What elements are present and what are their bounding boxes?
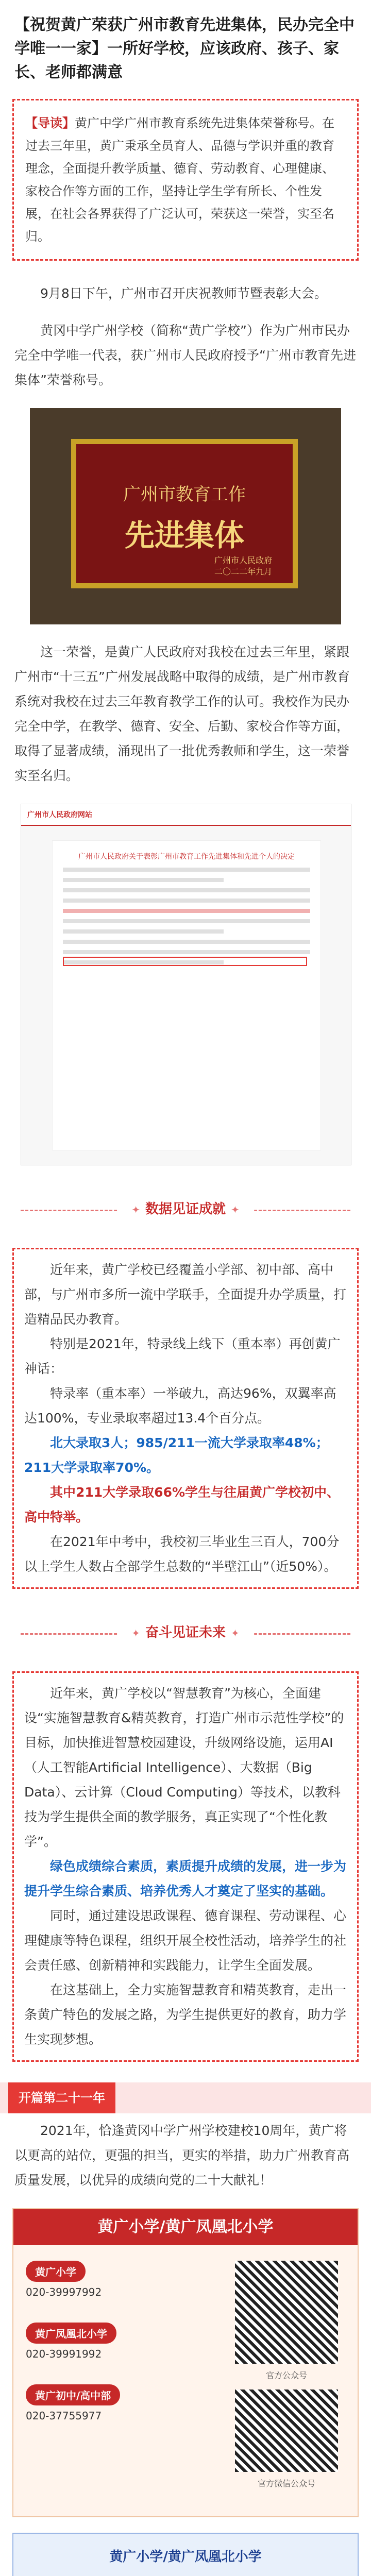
doc-site-bar: 广州市人民政府网站 [21,804,351,826]
contact-label: 黄广初中/高中部 [26,2384,120,2405]
closing-paragraph: 2021年，恰逢黄冈中学广州学校建校10周年，黄广将以更高的站位，更强的担当，更实的举措，助力广州教育高质量发展，以优异的成绩向党的二十大献礼！ [14,2123,350,2188]
doc-highlight-box [63,957,307,966]
banner [0,2082,371,2113]
contact-label: 黄广小学 [26,2261,86,2282]
paragraph-2: 黄冈中学广州学校（简称“黄广学校”）作为广州市民办完全中学唯一代表，获广州市人民政府授予“广州市教育先进集体”荣誉称号。 [14,323,356,387]
document-screenshot [21,804,351,1165]
data-paragraph: 北大录取3人；985/211一流大学录取率48%；211大学录取率70%。 [24,1435,329,1475]
contact-label: 黄广凤凰北小学 [26,2323,116,2344]
doc-line [63,899,310,903]
section-header-future [0,1604,371,1666]
video-channel-card [12,2533,359,2576]
data-paragraph: 近年来，黄广学校已经覆盖小学部、初中部、高中部，与广州市多所一流中学联手，全面提升办学质量，打造精品民办教育。 [24,1262,347,1327]
qr-label: 官方微信公众号 [257,2479,315,2488]
lead-text: 黄广中学广州市教育系统先进集体荣誉称号。在过去三年里，黄广秉承全员育人、品德与学识并重的教育理念，全面提升教学质量、德育、劳动教育、心理健康、家校合作等方面的工作，坚持让学生学有所长、个性发展，在社会各界获得了广泛认可，荣获这一荣誉，实至名归。 [25,116,334,244]
data-section-box [12,1248,359,1589]
plaque-line-4: 二〇二二年九月 [214,567,272,577]
qr-code-icon[interactable] [235,2261,338,2364]
future-section-box [12,1671,359,2062]
doc-line [63,919,310,923]
card-title: 黄广小学/黄广凤凰北小学 [13,2209,358,2245]
doc-line [63,868,310,872]
future-paragraph: 绿色成绩综合素质，素质提升成绩的发展，进一步为提升学生综合素质、培养优秀人才奠定了坚实的基础。 [24,1859,347,1899]
contact-row [26,2261,102,2298]
data-paragraph: 特录率（重本率）一举破九，高达96%，双翼率高达100%，专业录取率超过13.4个百分点。 [24,1386,336,1426]
section-title: ✦ 奋斗见证未来 ✦ [117,1620,254,1646]
data-paragraph: 在2021年中考中，我校初三毕业生三百人，700分以上学生人数占全部学生总数的“半壁江山”（近50%）。 [24,1534,340,1574]
lead-tag: 【导读】 [25,116,75,130]
qr-label: 官方公众号 [265,2370,307,2380]
doc-line [63,888,310,892]
doc-line [63,929,224,934]
paragraph-1: 9月8日下午，广州市召开庆祝教师节暨表彰大会。 [40,286,327,301]
doc-heading: 广州市人民政府关于表彰广州市教育工作先进集体和先进个人的决定 [78,853,295,861]
qr-code-icon[interactable] [235,2389,338,2472]
school-contact-card [12,2208,359,2517]
paragraph-3: 这一荣誉，是黄广人民政府对我校在过去三年里，紧跟广州市“十三五”广州发展战略中取得的成绩，是广州市教育系统对我校在过去三年教育教学工作的认可。我校作为民办完全中学，在教学、德育、安全、后勤、家校合作等方面，取得了显著成绩，涌现出了一批优秀教师和学生，这一荣誉实至名归。 [14,645,350,783]
data-paragraph: 其中211大学录取66%学生与往届黄广学校初中、高中特举。 [24,1485,340,1524]
plaque-issuer [214,555,272,578]
future-paragraph: 同时，通过建设思政课程、德育课程、劳动课程、心理健康等特色课程，组织开展全校性活动，培养学生的社会责任感、创新精神和实践能力，让学生全面发展。 [24,1908,347,1973]
article-title: 【祝贺黄广荣获广州市教育先进集体，民办完全中学唯一一家】一所好学校，应该政府、孩子、家长、老师都满意 [14,16,355,81]
lead-box [12,99,359,261]
plaque-line-3: 广州市人民政府 [214,555,272,565]
doc-body [52,840,321,1150]
contact-phone[interactable]: 020-37755977 [26,2410,102,2422]
video-school-name: 黄广小学/黄广凤凰北小学 [109,2549,262,2565]
plaque-line-2: 先进集体 [124,518,244,553]
plaque-photo [30,408,341,624]
doc-line [63,940,310,944]
future-paragraph: 在这基础上，全力实施智慧教育和精英教育，走出一条黄广特色的发展之路，为学生提供更好的教育，助力学生实现梦想。 [24,1982,347,2047]
data-paragraph: 特别是2021年，特录线上线下（重本率）再创黄广神话： [24,1336,341,1376]
banner-title: 开篇第二十一年 [8,2082,115,2113]
contact-phone[interactable]: 020-39997992 [26,2286,102,2298]
doc-line [63,878,224,882]
doc-line [63,950,310,954]
contact-row [26,2323,116,2360]
section-title: ✦ 数据见证成就 ✦ [117,1196,254,1223]
plaque [71,439,298,588]
section-header-data [0,1181,371,1243]
future-paragraph: 近年来，黄广学校以“智慧教育”为核心，全面建设“实施智慧教育&精英教育，打造广州市示范性学校”的目标，加快推进智慧校园建设，升级网络设施，运用AI（人工智能Artificial Intelligence）、大数据（Big Data）、云计算（Cloud Computing）等技术，以教科技为学生提供全面的教学服务，真正实现了“个性化教学”。 [24,1686,344,1849]
contact-phone[interactable]: 020-39991992 [26,2348,102,2360]
doc-line-highlight [63,909,310,913]
plaque-line-1: 广州市教育工作 [123,484,246,505]
contact-row [26,2384,120,2422]
